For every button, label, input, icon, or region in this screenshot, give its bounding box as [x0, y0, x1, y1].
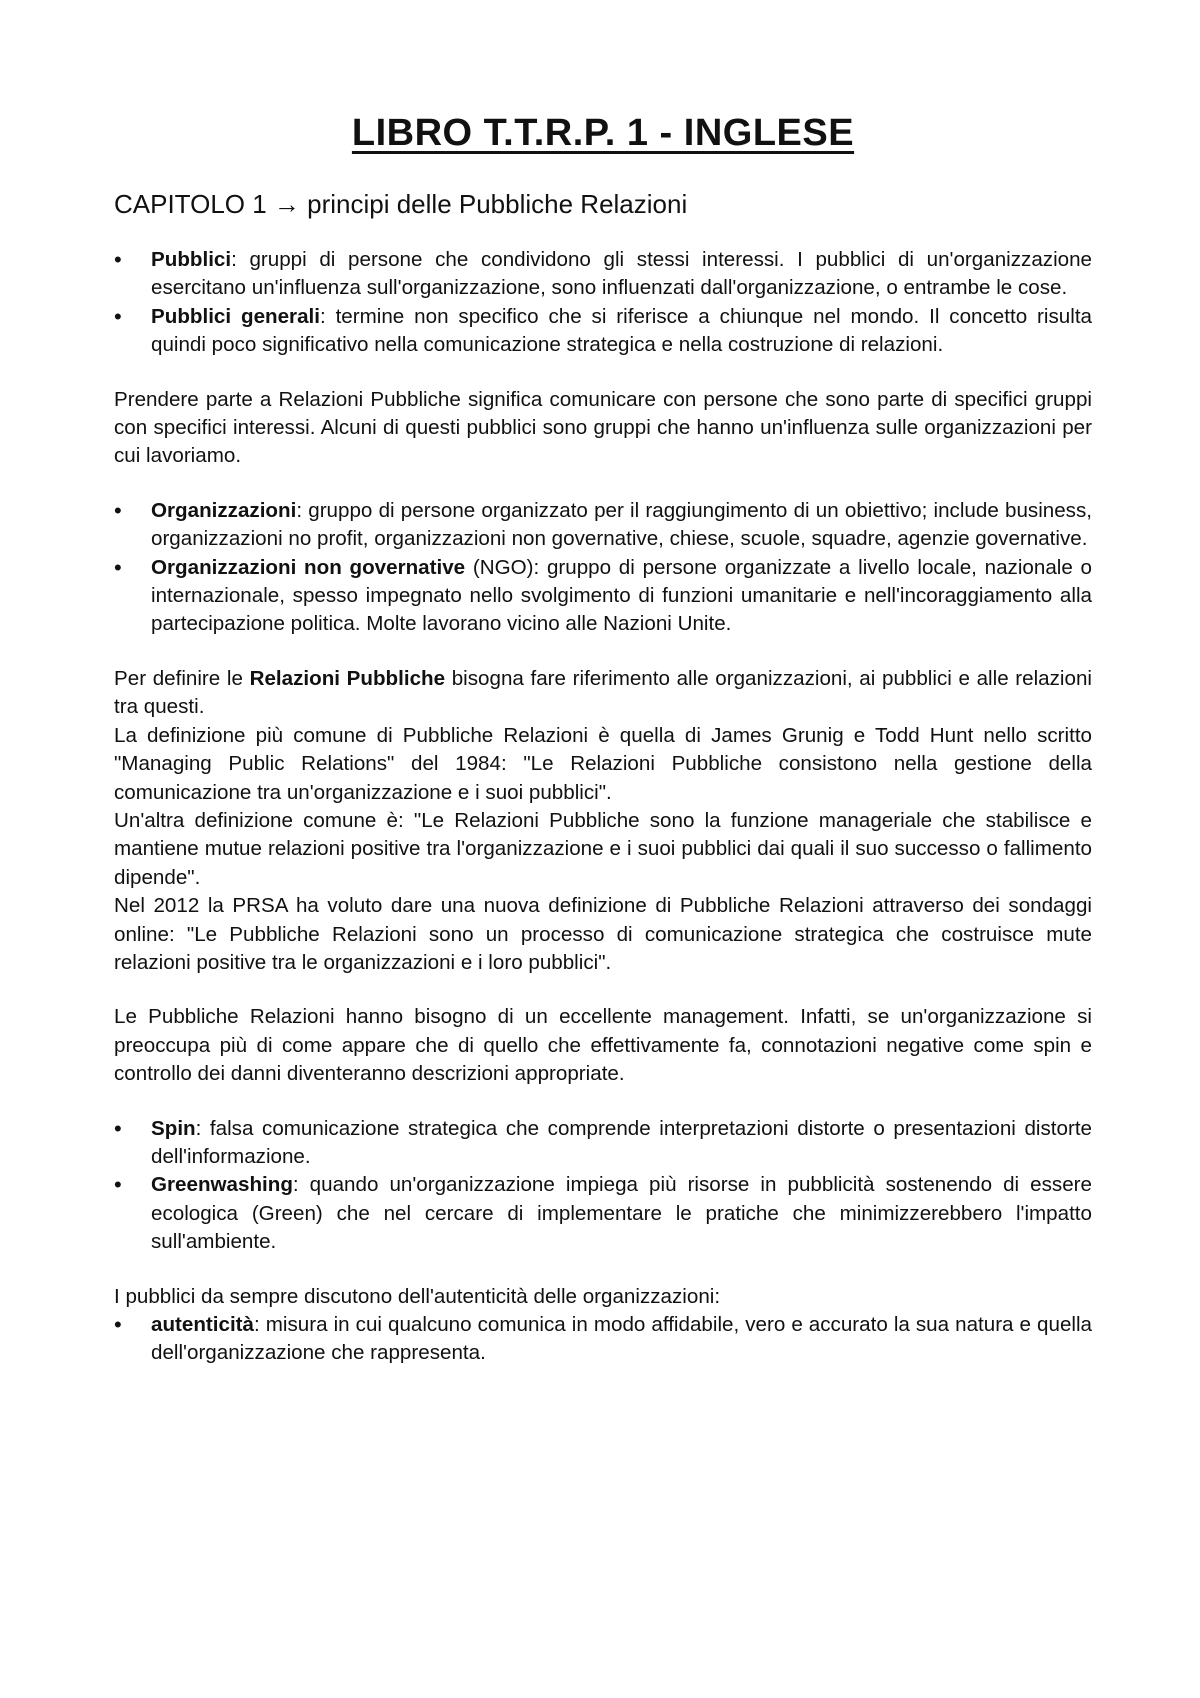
term: Spin: [151, 1116, 196, 1140]
paragraph: Un'altra definizione comune è: "Le Relazioni Pubbliche sono la funzione manageriale che stabilisce e mantiene mutue relazioni positive tra l'organizzazione e i suoi pubblici dai quali il suo successo o fallimento dipende".: [114, 808, 1092, 889]
definition: : termine non specifico che si riferisce a chiunque nel mondo. Il concetto risulta quindi poco significativo nella comunicazione strategica e nella costruzione di relazioni.: [151, 304, 1092, 357]
paragraph-text: bisogna fare riferimento alle organizzazioni, ai pubblici e alle relazioni tra questi.: [114, 666, 1092, 719]
paragraph: Nel 2012 la PRSA ha voluto dare una nuova definizione di Pubbliche Relazioni attraverso dei sondaggi online: "Le Pubbliche Relazioni sono un processo di comunicazione strategica che costruisce mute relazioni positive tra le organizzazioni e i loro pubblici".: [114, 894, 1092, 974]
term: Organizzazioni non governative: [151, 555, 466, 579]
spacer: [114, 360, 1092, 386]
document-body: [114, 246, 1092, 1368]
term: Pubblici: [151, 248, 232, 271]
spacer: [114, 977, 1092, 1003]
paragraph-text: Per definire le: [114, 666, 250, 690]
paragraph: [114, 665, 1092, 722]
list-item: [114, 1115, 1092, 1172]
definition: : quando un'organizzazione impiega più risorse in pubblicità sostenendo di essere ecologica (Green) che nel cercare di implementare le pratiche che minimizzerebbero l'impatto sull'ambiente.: [151, 1173, 1092, 1254]
definition: : gruppi di persone che condividono gli stessi interessi. I pubblici di un'organizzazione esercitano un'influenza sull'organizzazione, sono influenzati dall'organizzazione, o entrambe le cose.: [151, 248, 1092, 300]
bullet-list-organizations: [114, 497, 1092, 639]
term: Relazioni Pubbliche: [249, 666, 446, 690]
spacer: [114, 471, 1092, 497]
bullet-list-authenticity: [114, 1311, 1092, 1368]
paragraph: Prendere parte a Relazioni Pubbliche significa comunicare con persone che sono parte di specifici gruppi con specifici interessi. Alcuni di questi pubblici sono gruppi che hanno un'influenza sulle organizzazioni per cui lavoriamo.: [114, 387, 1092, 468]
term: autenticità: [151, 1313, 254, 1336]
definition: : falsa comunicazione strategica che comprende interpretazioni distorte o presentazioni distorte dell'informazione.: [151, 1116, 1092, 1168]
chapter-heading: CAPITOLO 1 → principi delle Pubbliche Relazioni: [114, 189, 688, 219]
paragraph: Le Pubbliche Relazioni hanno bisogno di un eccellente management. Infatti, se un'organizzazione si preoccupa più di come appare che di quello che effettivamente fa, connotazioni negative come spin e controllo dei danni diventeranno descrizioni appropriate.: [114, 1005, 1092, 1086]
definition: : misura in cui qualcuno comunica in modo affidabile, vero e accurato la sua natura e quella dell'organizzazione che rappresenta.: [151, 1313, 1092, 1365]
list-item: [114, 497, 1092, 554]
list-item: [114, 303, 1092, 360]
spacer: [114, 639, 1092, 665]
bullet-list-publics: [114, 246, 1092, 360]
term: Pubblici generali: [151, 304, 320, 328]
document-title: LIBRO T.T.R.P. 1 - INGLESE: [351, 112, 855, 154]
bullet-list-spin: [114, 1115, 1092, 1257]
list-item: [114, 246, 1092, 303]
list-item: [114, 554, 1092, 639]
spacer: [114, 1089, 1092, 1115]
definition: : gruppo di persone organizzato per il raggiungimento di un obiettivo; include business, organizzazioni no profit, organizzazioni non governative, chiese, scuole, squadre, agenzie governative.: [151, 498, 1092, 551]
paragraph: I pubblici da sempre discutono dell'autenticità delle organizzazioni:: [114, 1284, 721, 1308]
term: Greenwashing: [151, 1173, 293, 1197]
paragraph: La definizione più comune di Pubbliche Relazioni è quella di James Grunig e Todd Hunt nello scritto "Managing Public Relations" del 1984: "Le Relazioni Pubbliche consistono nella gestione della comunicazione tra un'organizzazione e i suoi pubblici".: [114, 723, 1092, 804]
definition: (NGO): gruppo di persone organizzate a livello locale, nazionale o internazionale, spesso impegnato nello svolgimento di funzioni umanitarie e nell'incoraggiamento alla partecipazione politica. Molte lavorano vicino alle Nazioni Unite.: [151, 555, 1092, 636]
list-item: [114, 1171, 1092, 1256]
list-item: [114, 1311, 1092, 1368]
spacer: [114, 1257, 1092, 1283]
term: Organizzazioni: [151, 498, 297, 522]
